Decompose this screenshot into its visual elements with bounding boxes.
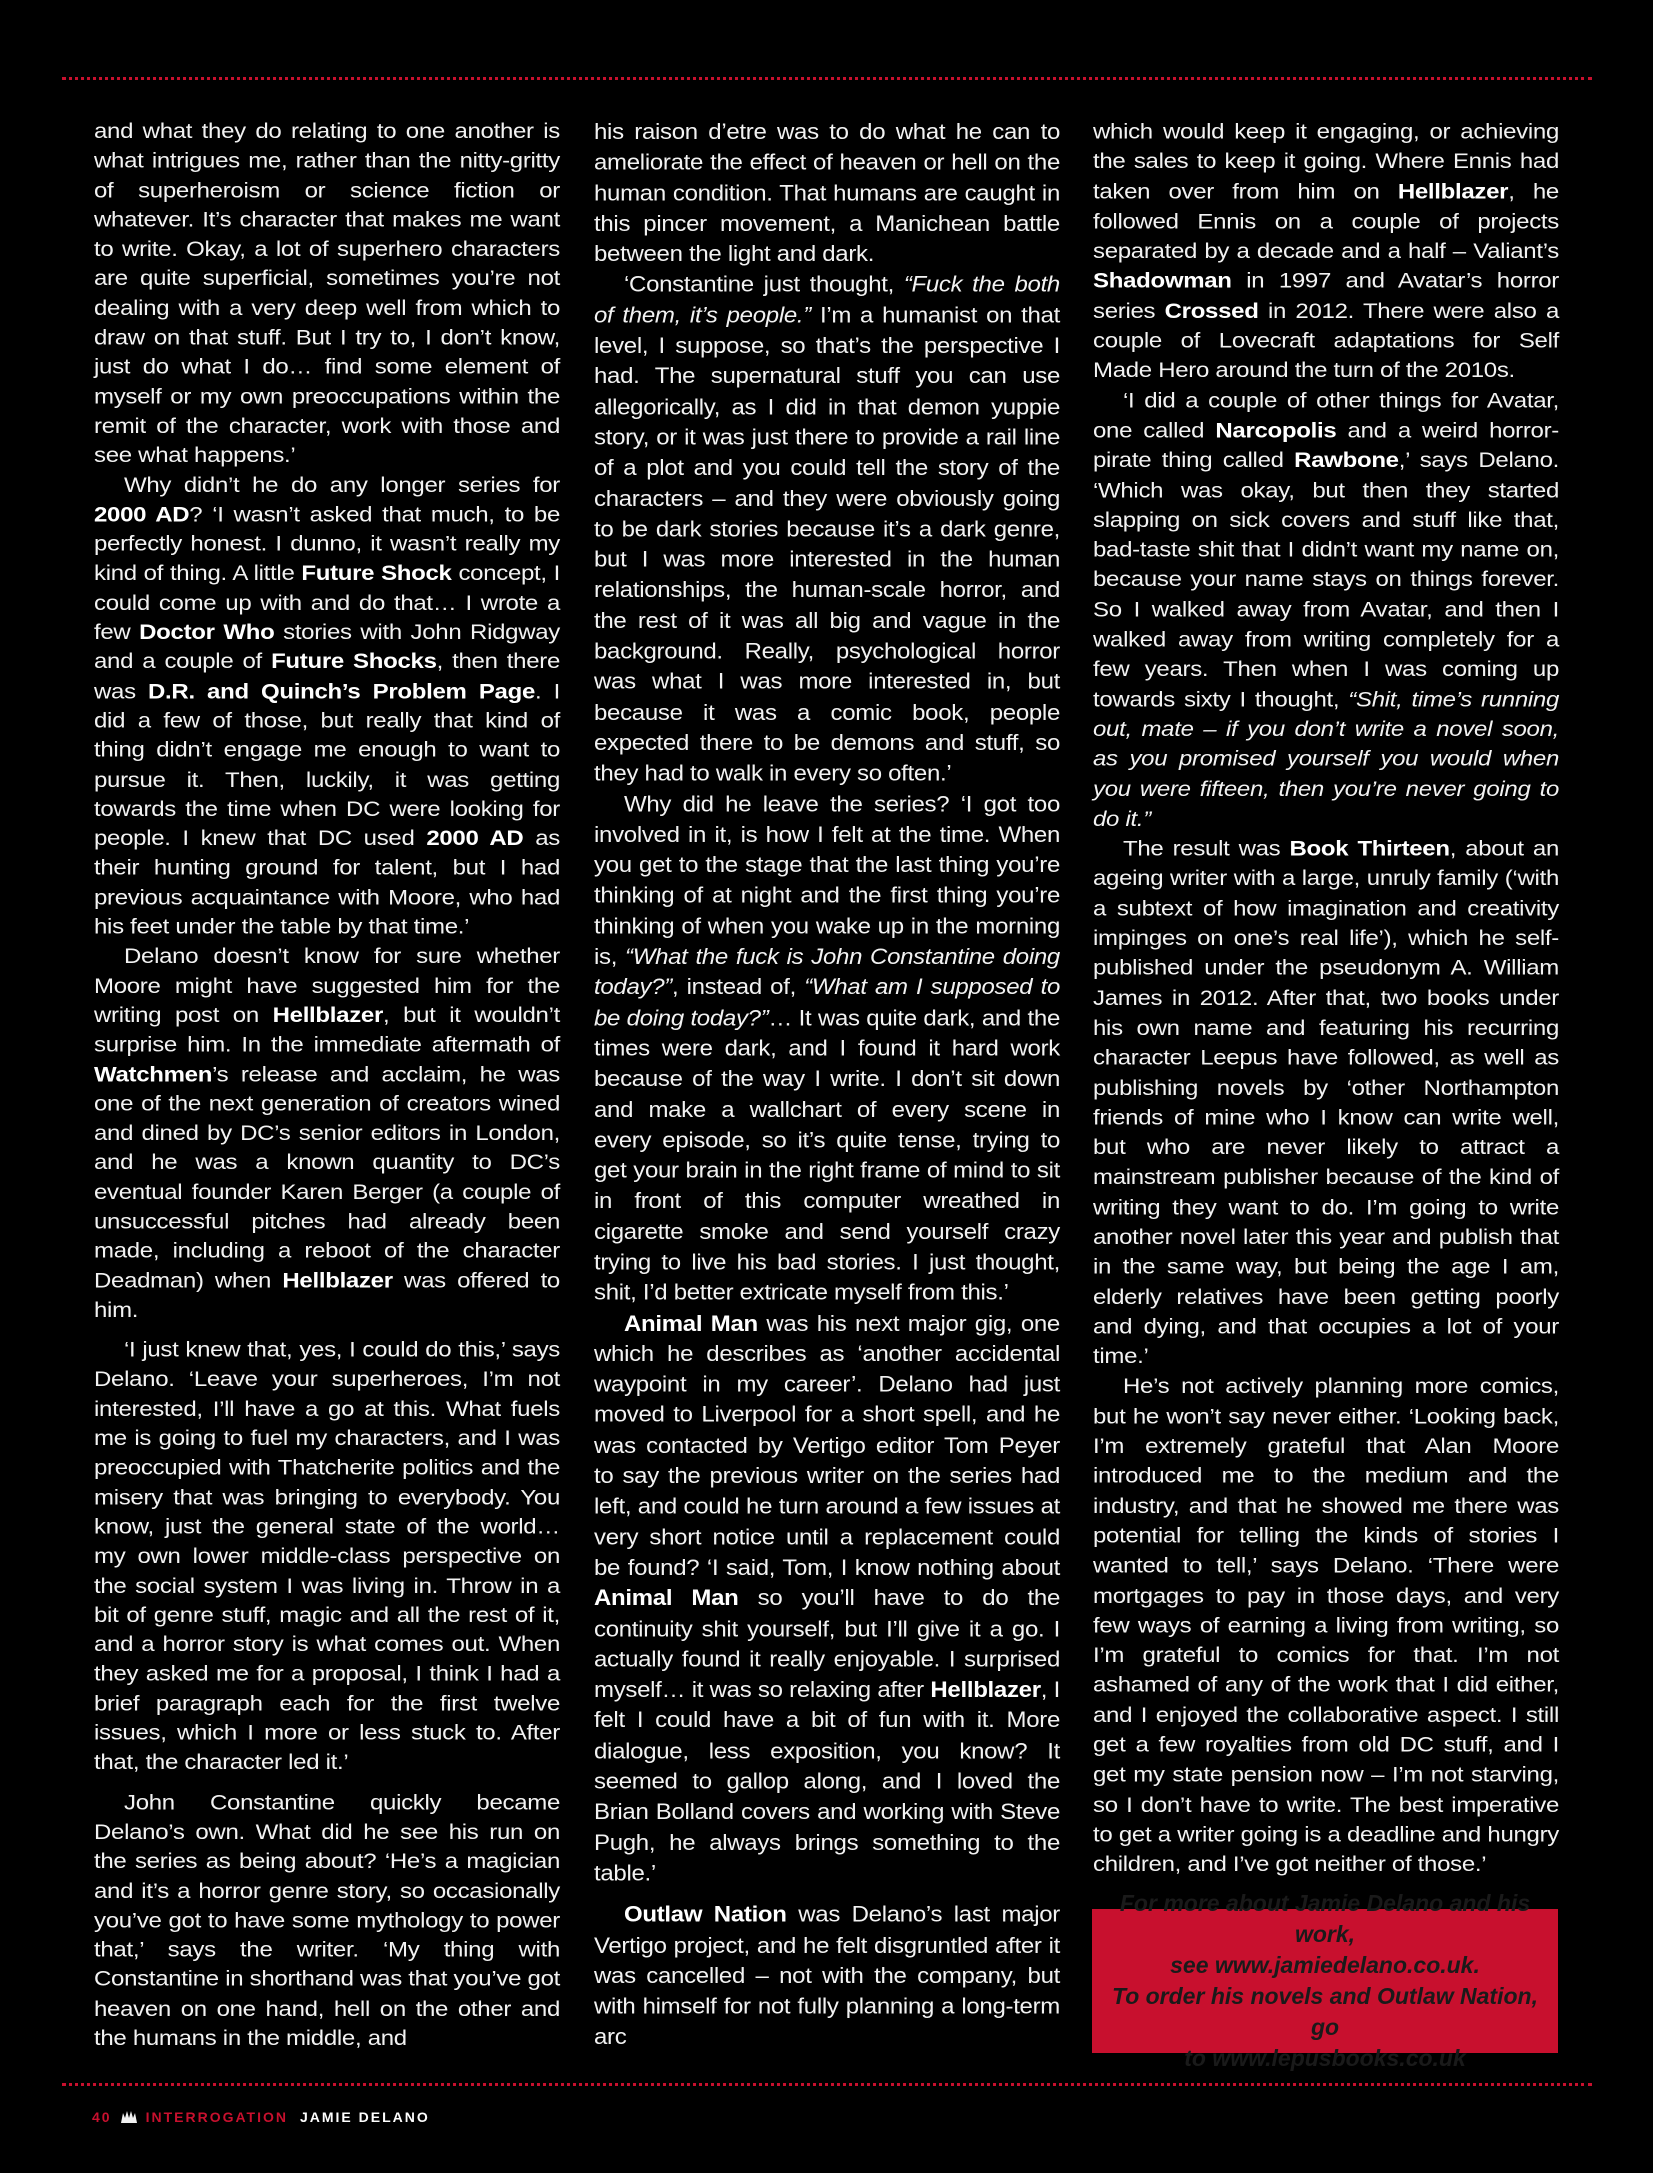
callout-line: For more about Jamie Delano and his work, [1119, 1890, 1531, 1947]
paragraph: John Constantine quickly became Delano’s own. What did he see his run on the series as being about? ‘He’s a magician and it’s a horror genre story, so occasionally you’ve got to have some mythology to power that,’ says the writer. ‘My thing with Constantine in shorthand was that you’ve got heaven on one hand, hell on the other and the humans in the middle, and [94, 1790, 560, 2051]
callout-line[interactable]: see www.jamiedelano.co.uk. [1170, 1952, 1480, 1978]
section-label: INTERROGATION [145, 2109, 288, 2125]
article-column-3 [1093, 117, 1559, 1880]
paragraph: his raison d’etre was to do what he can to ameliorate the effect of heaven or hell on the human condition. That humans are caught in this pincer movement, a Manichean battle between the light and dark. [594, 119, 1060, 267]
paragraph: Why did he leave the series? ‘I got too involved in it, is how I felt at the time. When you get to the stage that the last thing you’re thinking of at night and the first thing you’re thinking of when you wake up in the morning is, “What the fuck is John Constantine doing today?”, instead of, “What am I supposed to be doing today?”… It was quite dark, and the times were dark, and I found it hard work because of the way I write. I don’t sit down and make a wallchart of every scene in every episode, so it’s quite tense, trying to get your brain in the right frame of mind to sit in front of this computer wreathed in cigarette smoke and send yourself crazy trying to live his bad stories. I just thought, shit, I’d better extricate myself from this.’ [594, 791, 1060, 1306]
paragraph: ‘I did a couple of other things for Avatar, one called Narcopolis and a weird horror-pirate thing called Rawbone,’ says Delano. ‘Which was okay, but then they started slapping on sick covers and stuff like that, bad-taste shit that I didn’t want my name on, because your name stays on things forever. So I walked away from Avatar, and then I walked away from writing completely for a few years. Then when I was coming up towards sixty I thought, “Shit, time’s running out, mate – if you don’t write a novel soon, as you promised yourself you would when you were fifteen, then you’re never going to do it.” [1093, 388, 1559, 832]
article-subject: JAMIE DELANO [299, 2109, 430, 2125]
paragraph: Animal Man was his next major gig, one which he describes as ‘another accidental waypoint in my career’. Delano had just moved to Liverpool for a short spell, and he was contacted by Vertigo editor Tom Peyer to say the previous writer on the series had left, and could he turn around a few issues at very short notice until a replacement could be found? ‘I said, Tom, I know nothing about Animal Man so you’ll have to do the continuity shit yourself, but I’ll give it a go. I actually found it really enjoyable. I surprised myself… it was so relaxing after Hellblazer, I felt I could have a bit of fun with it. More dialogue, less exposition, you know? It seemed to gallop along, and I loved the Brian Bolland covers and working with Steve Pugh, he always brings something to the table.’ [594, 1311, 1061, 1886]
paragraph: and what they do relating to one another is what intrigues me, rather than the nitty-gritty of superheroism or science fiction or whatever. It’s character that makes me want to write. Okay, a lot of superhero characters are quite superficial, sometimes you’re not dealing with a very deep well from which to draw on that stuff. But I try to, I don’t know, just do what I do… find some element of myself or my own preoccupations within the remit of the character, work with those and see what happens.’ [94, 119, 560, 468]
paragraph: which would keep it engaging, or achieving the sales to keep it going. Where Ennis had taken over from him on Hellblazer, he followed Ennis on a couple of projects separated by a decade and a half – Valiant’s Shadowman in 1997 and Avatar’s horror series Crossed in 2012. There were also a couple of Lovecraft adaptations for Self Made Hero around the turn of the 2010s. [1093, 119, 1559, 383]
paragraph: Outlaw Nation was Delano’s last major Vertigo project, and he felt disgruntled after it was cancelled – not with the company, but with himself for not fully planning a long-term arc [594, 1902, 1060, 2050]
paragraph: He’s not actively planning more comics, but he won’t say never either. ‘Looking back, I’m extremely grateful that Alan Moore introduced me to the medium and the industry, and that he showed me there was potential for telling the kinds of stories I wanted to tell,’ says Delano. ‘There were mortgages to pay in those days, and very few ways of earning a living from writing, so I’m grateful to comics for that. I’m not ashamed of any of the work that I did either, and I enjoyed the collaborative aspect. I still get a few royalties from old DC stuff, and I get my state pension now – I’m not starving, so I don’t have to write. The best imperative to get a writer going is a deadline and hungry children, and I’ve got neither of those.’ [1093, 1374, 1559, 1877]
paragraph: Why didn’t he do any longer series for 2000 AD? ‘I wasn’t asked that much, to be perfectly honest. I dunno, it wasn’t really my kind of thing. A little Future Shock concept, I could come up with and do that… I wrote a few Doctor Who stories with John Ridgway and a couple of Future Shocks, then there was D.R. and Quinch’s Problem Page. I did a few of those, but really that kind of thing didn’t engage me enough to want to pursue it. Then, luckily, it was getting towards the time when DC were looking for people. I knew that DC used 2000 AD as their hunting ground for talent, but I had previous acquaintance with Moore, who had his feet under the table by that time.’ [94, 473, 561, 939]
info-callout-box [1092, 1890, 1558, 2071]
callout-line: To order his novels and Outlaw Nation, go [1112, 1983, 1538, 2040]
page-number: 40 [92, 2109, 112, 2125]
article-column-1 [94, 117, 560, 2053]
top-dotted-rule [62, 77, 1592, 80]
paragraph: ‘I just knew that, yes, I could do this,’ says Delano. ‘Leave your superheroes, I’m not interested, I’ll have a go at this. What fuels me is going to fuel my characters, and I was preoccupied with Thatcherite politics and the misery that was bringing to everybody. You know, just the general state of the world… my own lower middle-class perspective on the social system I was living in. Throw in a bit of genre stuff, magic and all the rest of it, and a horror story is what comes out. When they asked me for a proposal, I think I had a brief paragraph each for the first twelve issues, which I more or less stuck to. After that, the character led it.’ [94, 1338, 560, 1775]
tharg-hands-icon [120, 2110, 138, 2124]
page-footer [92, 2106, 430, 2128]
paragraph: The result was Book Thirteen, about an ageing writer with a large, unruly family (‘with a subtext of how imagination and creativity impinges on one’s real life’), which he self-published under the pseudonym A. William James in 2012. After that, two books under his own name and featuring his recurring character Leepus have followed, as well as publishing novels by ‘other Northampton friends of mine who I know can write well, but who are never likely to attract a mainstream publisher because of the kind of writing they want to do. I’m going to write another novel later this year and publish that in the same way, but being the age I am, elderly relatives have been getting poorly and dying, and that occupies a lot of your time.’ [1093, 836, 1559, 1369]
paragraph: Delano doesn’t know for sure whether Moore might have suggested him for the writing post on Hellblazer, but it wouldn’t surprise him. In the immediate aftermath of Watchmen’s release and acclaim, he was one of the next generation of creators wined and dined by DC’s senior editors in London, and he was a known quantity to DC’s eventual founder Karen Berger (a couple of unsuccessful pitches had already been made, including a reboot of the character Deadman) when Hellblazer was offered to him. [94, 944, 560, 1322]
bottom-dotted-rule [62, 2083, 1592, 2086]
paragraph: ‘Constantine just thought, “Fuck the both of them, it’s people.” I’m a humanist on that level, I suppose, so that’s the perspective I had. The supernatural stuff you can use allegorically, as I did in that demon yuppie story, or it was just there to provide a rail line of a plot and you could tell the story of the characters – and they were obviously going to be dark stories because it’s a dark genre, but I was more interested in the human relationships, the human-scale horror, and the rest of it was all big and vague in the background. Really, psychological horror was what I was more interested in, but because it was a comic book, people expected there to be demons and stuff, so they had to walk in every so often.’ [594, 272, 1061, 787]
callout-line[interactable]: to www.lepusbooks.co.uk [1184, 2045, 1466, 2071]
article-column-2 [594, 117, 1060, 2053]
